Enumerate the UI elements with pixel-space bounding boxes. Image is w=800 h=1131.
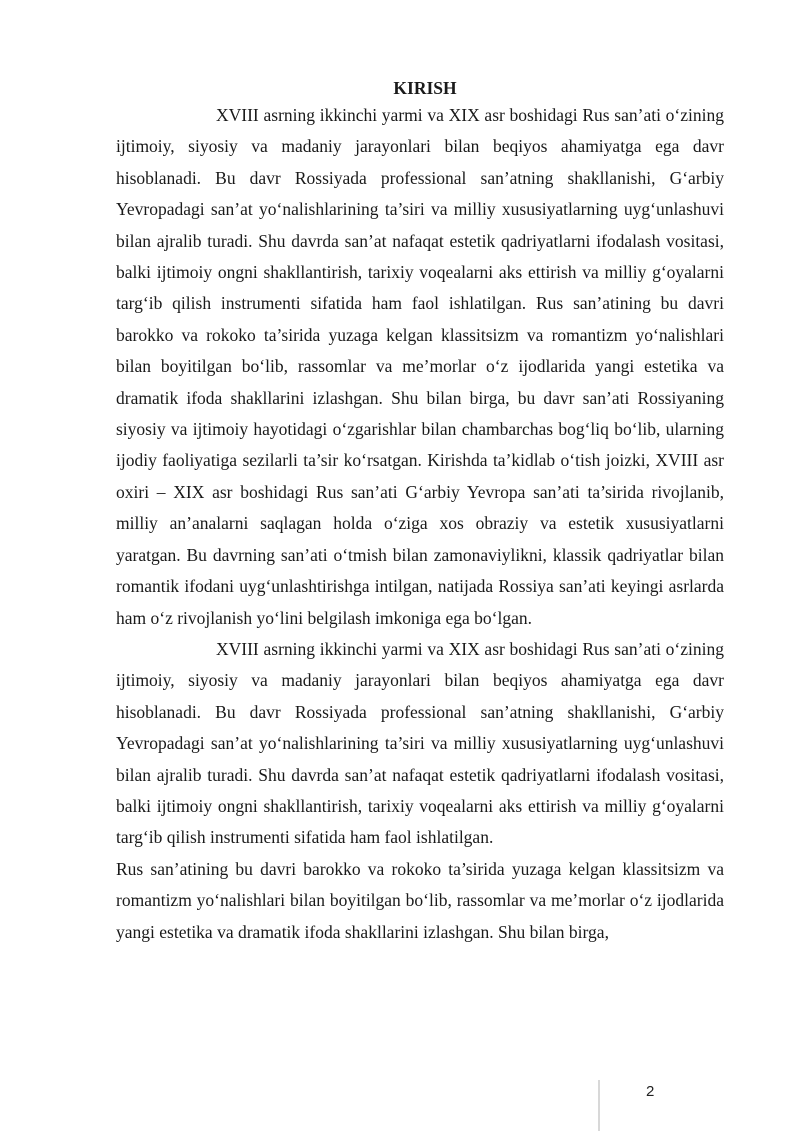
- paragraph-2: XVIII asrning ikkinchi yarmi va XIX asr boshidagi Rus san’ati o‘zining ijtimoiy, siyosiy va madaniy jarayonlari bilan beqiyos ahamiyatga ega davr hisoblanadi. Bu davr Rossiyada professional san’atning shakllanishi, G‘arbiy Yevropadagi san’at yo‘nalishlarining ta’siri va milliy xususiyatlarning uyg‘unlashuvi bilan ajralib turadi. Shu davrda san’at nafaqat estetik qadriyatlarni ifodalash vositasi, balki ijtimoiy ongni shakllantirish, tarixiy voqealarni aks ettirish va milliy g‘oyalarni targ‘ib qilish instrumenti sifatida ham faol ishlatilgan.: [116, 638, 724, 848]
- page-content: [116, 76, 724, 948]
- footer-divider: [598, 1080, 600, 1131]
- page-number: 2: [646, 1083, 655, 1100]
- paragraph-3: Rus san’atining bu davri barokko va rokoko ta’sirida yuzaga kelgan klassitsizm va romantizm yo‘nalishlari bilan boyitilgan bo‘lib, rassomlar va me’morlar o‘z ijodlarida yangi estetika va dramatik ifoda shakllarini izlashgan. Shu bilan birga,: [116, 858, 724, 942]
- paragraph-1: XVIII asrning ikkinchi yarmi va XIX asr boshidagi Rus san’ati o‘zining ijtimoiy, siyosiy va madaniy jarayonlari bilan beqiyos ahamiyatga ega davr hisoblanadi. Bu davr Rossiyada professional san’atning shakllanishi, G‘arbiy Yevropadagi san’at yo‘nalishlarining ta’siri va milliy xususiyatlarning uyg‘unlashuvi bilan ajralib turadi. Shu davrda san’at nafaqat estetik qadriyatlarni ifodalash vositasi, balki ijtimoiy ongni shakllantirish, tarixiy voqealarni aks ettirish va milliy g‘oyalarni targ‘ib qilish instrumenti sifatida ham faol ishlatilgan. Rus san’atining bu davri barokko va rokoko ta’sirida yuzaga kelgan klassitsizm va romantizm yo‘nalishlari bilan boyitilgan bo‘lib, rassomlar va me’morlar o‘z ijodlarida yangi estetika va dramatik ifoda shakllarini izlashgan. Shu bilan birga, bu davr san’ati Rossiyaning siyosiy va ijtimoiy hayotidagi o‘zgarishlar bilan chambarchas bog‘liq bo‘lib, ularning ijodiy faoliyatiga sezilarli ta’sir ko‘rsatgan. Kirishda ta’kidlab o‘tish joizki, XVIII asr oxiri – XIX asr boshidagi Rus san’ati G‘arbiy Yevropa san’ati ta’sirida rivojlanib, milliy an’analarni saqlagan holda o‘ziga xos obraziy va estetik xususiyatlarni yaratgan. Bu davrning san’ati o‘tmish bilan zamonaviylikni, klassik qadriyatlar bilan romantik ifodani uyg‘unlashtirishga intilgan, natijada Rossiya san’ati keyingi asrlarda ham o‘z rivojlanish yo‘lini belgilash imkoniga ega bo‘lgan.: [116, 105, 724, 628]
- section-title: KIRISH: [393, 78, 457, 98]
